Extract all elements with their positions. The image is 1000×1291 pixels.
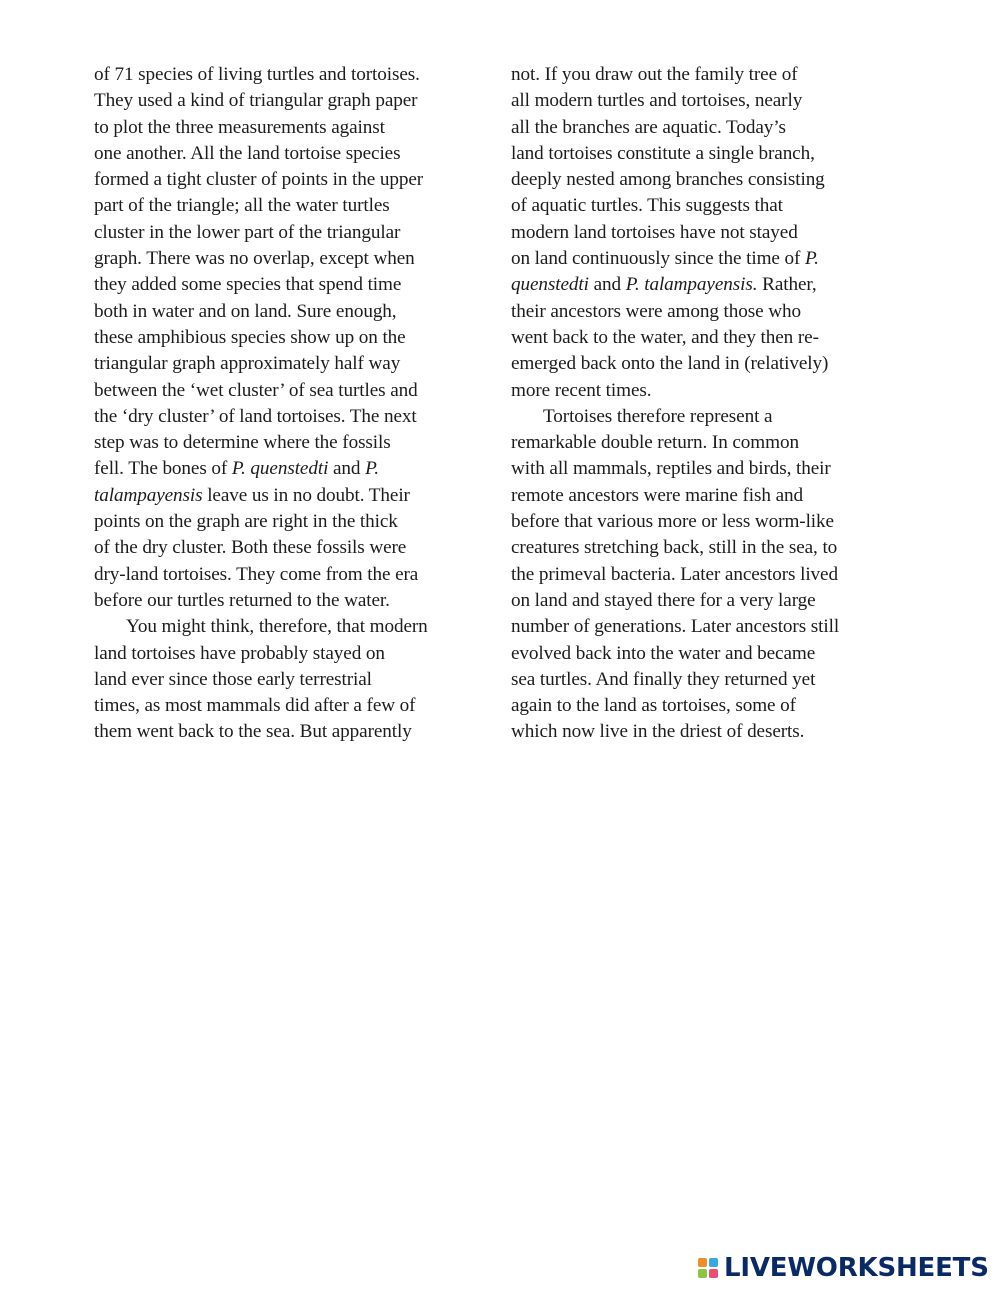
species-name: P. quenstedti bbox=[231, 458, 329, 480]
right-text-column bbox=[511, 62, 911, 746]
logo-text: LIVEWORKSHEETS bbox=[724, 1253, 989, 1283]
text-line: times, as most mammals did after a few of bbox=[94, 695, 416, 717]
species-name: P. bbox=[365, 458, 379, 480]
text-line bbox=[511, 272, 911, 298]
text-line: before our turtles returned to the water. bbox=[94, 589, 390, 611]
text-line: modern land tortoises have not stayed bbox=[511, 221, 798, 243]
liveworksheets-logo[interactable] bbox=[698, 1250, 989, 1286]
text-segment: on land continuously since the time of bbox=[511, 248, 805, 270]
logo-square bbox=[698, 1269, 707, 1278]
text-line: all modern turtles and tortoises, nearly bbox=[511, 90, 803, 112]
text-line: remarkable double return. In common bbox=[511, 432, 799, 454]
text-line: emerged back onto the land in (relatively) bbox=[511, 353, 829, 375]
logo-square bbox=[709, 1269, 718, 1278]
species-name: P. bbox=[805, 248, 819, 270]
text-line: of aquatic turtles. This suggests that bbox=[511, 195, 783, 217]
text-line: sea turtles. And finally they returned yet bbox=[511, 668, 816, 690]
text-line: land tortoises constitute a single branch, bbox=[511, 142, 815, 164]
text-line: the ‘dry cluster’ of land tortoises. The next bbox=[94, 405, 417, 427]
text-segment: Rather, bbox=[757, 274, 817, 296]
text-line: not. If you draw out the family tree of bbox=[511, 64, 798, 85]
text-line: all the branches are aquatic. Today’s bbox=[511, 116, 786, 138]
text-line: which now live in the driest of deserts. bbox=[511, 721, 805, 743]
logo-mark-icon bbox=[698, 1258, 718, 1278]
text-line: They used a kind of triangular graph paper bbox=[94, 90, 418, 112]
text-line: before that various more or less worm-like bbox=[511, 511, 834, 533]
text-line: creatures stretching back, still in the sea, to bbox=[511, 537, 838, 559]
text-line bbox=[511, 246, 911, 272]
text-line: they added some species that spend time bbox=[94, 274, 402, 296]
text-line: went back to the water, and they then re- bbox=[511, 326, 819, 348]
logo-square bbox=[709, 1258, 718, 1267]
text-line bbox=[94, 456, 494, 482]
text-line: to plot the three measurements against bbox=[94, 116, 385, 138]
text-line: with all mammals, reptiles and birds, their bbox=[511, 458, 831, 480]
text-line: one another. All the land tortoise species bbox=[94, 142, 401, 164]
text-line: of the dry cluster. Both these fossils were bbox=[94, 537, 407, 559]
text-line: step was to determine where the fossils bbox=[94, 432, 391, 454]
text-line: formed a tight cluster of points in the upper bbox=[94, 169, 424, 191]
text-line: their ancestors were among those who bbox=[511, 300, 801, 322]
species-name: talampayensis bbox=[94, 484, 203, 506]
text-line: dry-land tortoises. They come from the era bbox=[94, 563, 419, 585]
text-line: again to the land as tortoises, some of bbox=[511, 695, 796, 717]
species-name: quenstedti bbox=[511, 274, 589, 296]
text-line: remote ancestors were marine fish and bbox=[511, 484, 803, 506]
text-line: graph. There was no overlap, except when bbox=[94, 248, 415, 270]
text-line: land ever since those early terrestrial bbox=[94, 668, 372, 690]
text-line: the primeval bacteria. Later ancestors lived bbox=[511, 563, 838, 585]
text-segment: leave us in no doubt. Their bbox=[202, 484, 410, 506]
species-name: P. talampayensis. bbox=[625, 274, 758, 296]
text-line: these amphibious species show up on the bbox=[94, 326, 406, 348]
text-line: on land and stayed there for a very large bbox=[511, 589, 816, 611]
logo-square bbox=[698, 1258, 707, 1267]
text-line: number of generations. Later ancestors still bbox=[511, 616, 840, 638]
left-text-column bbox=[94, 62, 494, 746]
paragraph-start-line: You might think, therefore, that modern bbox=[126, 616, 428, 638]
text-line: triangular graph approximately half way bbox=[94, 353, 401, 375]
text-line bbox=[94, 483, 494, 509]
text-line: deeply nested among branches consisting bbox=[511, 169, 825, 191]
text-line: points on the graph are right in the thick bbox=[94, 511, 398, 533]
text-line: between the ‘wet cluster’ of sea turtles and bbox=[94, 379, 418, 401]
text-line: of 71 species of living turtles and tortoises. bbox=[94, 64, 420, 85]
text-line: both in water and on land. Sure enough, bbox=[94, 300, 397, 322]
text-line: land tortoises have probably stayed on bbox=[94, 642, 385, 664]
text-segment: and bbox=[328, 458, 366, 480]
text-segment: fell. The bones of bbox=[94, 458, 232, 480]
text-line: cluster in the lower part of the triangular bbox=[94, 221, 401, 243]
text-segment: and bbox=[588, 274, 626, 296]
text-line: more recent times. bbox=[511, 379, 652, 401]
text-line: part of the triangle; all the water turtles bbox=[94, 195, 390, 217]
paragraph-start-line: Tortoises therefore represent a bbox=[543, 405, 773, 427]
text-line: them went back to the sea. But apparently bbox=[94, 721, 412, 743]
text-line: evolved back into the water and became bbox=[511, 642, 816, 664]
